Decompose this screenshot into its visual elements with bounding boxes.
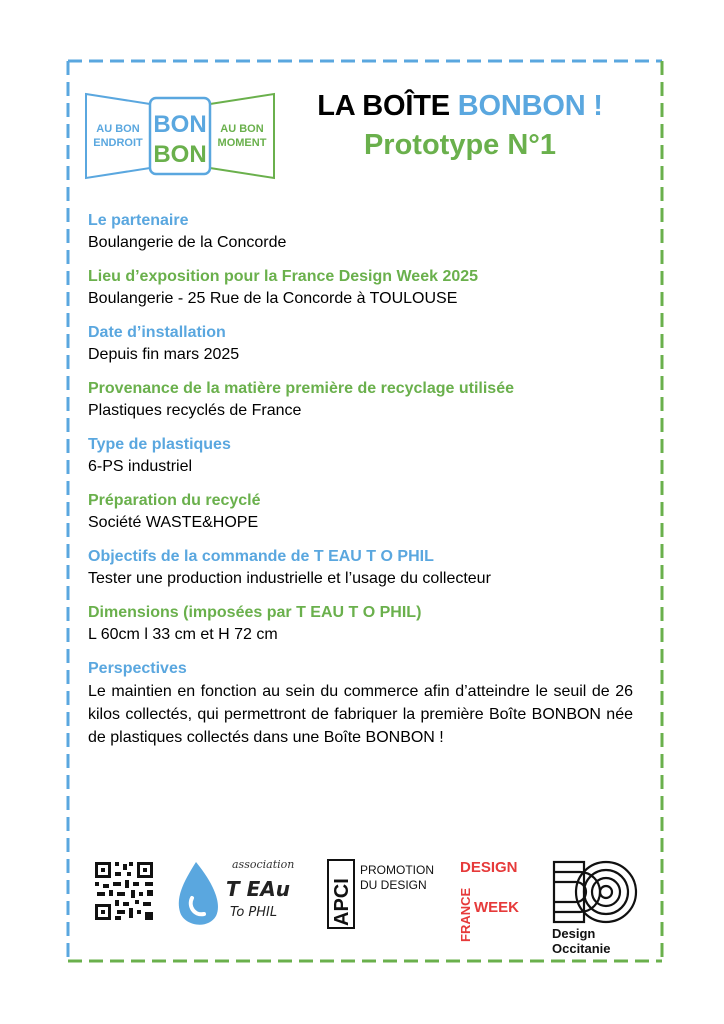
section-heading: Lieu d’exposition pour la France Design Week 2025 [88,268,479,285]
info-sections [88,210,633,761]
section-heading: Dimensions (imposées par T EAU T O PHIL) [88,604,422,621]
section-preparation [88,490,633,534]
section-body: Société WASTE&HOPE [88,514,259,531]
occ-line-1: Design [552,926,596,941]
section-body: Tester une production industrielle et l’usage du collecteur [88,570,491,587]
page-title [290,90,630,162]
apci-logo [326,858,446,930]
teau-to-phil-logo [174,854,304,934]
logo-right-text-1: AU BON [220,123,264,135]
section-dimensions [88,602,633,646]
apci-line-1: PROMOTION [360,863,434,877]
section-provenance [88,378,633,422]
france-design-week-logo [456,858,528,948]
section-body: L 60cm l 33 cm et H 72 cm [88,626,278,643]
section-heading: Préparation du recyclé [88,492,261,509]
logo-left-text-1: AU BON [96,123,140,135]
occ-line-2: Occitanie [552,941,611,956]
section-heading: Perspectives [88,660,187,677]
title-line-1 [290,90,630,123]
page-subtitle: Prototype N°1 [363,129,557,161]
section-body: 6-PS industriel [88,458,193,475]
section-perspectives [88,658,633,749]
fdw-week: WEEK [474,899,519,916]
footer-logos [0,850,724,960]
logo-right-text-2: MOMENT [217,137,267,149]
teau-assoc-text: association [232,858,295,871]
title-part-2: BONBON [457,90,586,122]
fdw-design: DESIGN [460,859,518,876]
section-heading: Date d’installation [88,324,226,341]
section-body: Boulangerie - 25 Rue de la Concorde à TOULOUSE [88,290,458,307]
logo-center-2: BON [153,141,207,168]
logo-left-text-2: ENDROIT [93,137,143,149]
apci-acronym: APCI [331,878,353,926]
apci-line-2: DU DESIGN [360,878,427,892]
section-location [88,266,633,310]
section-plastic-type [88,434,633,478]
bonbon-logo [84,90,276,182]
section-heading: Objectifs de la commande de T EAU T O PHIL [88,548,434,565]
section-heading: Provenance de la matière première de recyclage utilisée [88,380,514,397]
logo-center-1: BON [153,111,207,138]
design-occitanie-logo [550,858,644,958]
teau-line-1: T EAu [226,877,290,901]
title-part-1: LA BOÎTE [317,90,458,122]
section-body: Plastiques recyclés de France [88,402,302,419]
section-body: Le maintien en fonction au sein du commerce afin d’atteindre le seuil de 26 kilos collectés, qui permettront de fabriquer la première Boîte BONBON née de plastiques collectés dans une Boîte BONBON ! [88,683,633,746]
section-heading: Type de plastiques [88,436,231,453]
fdw-france: FRANCE [458,887,473,942]
section-body: Boulangerie de la Concorde [88,234,287,251]
section-heading: Le partenaire [88,212,189,229]
section-objectives [88,546,633,590]
teau-line-2: To PHIL [230,905,278,920]
qr-code[interactable] [93,860,155,922]
section-partner [88,210,633,254]
title-part-3: ! [585,90,603,122]
section-body: Depuis fin mars 2025 [88,346,240,363]
section-date [88,322,633,366]
